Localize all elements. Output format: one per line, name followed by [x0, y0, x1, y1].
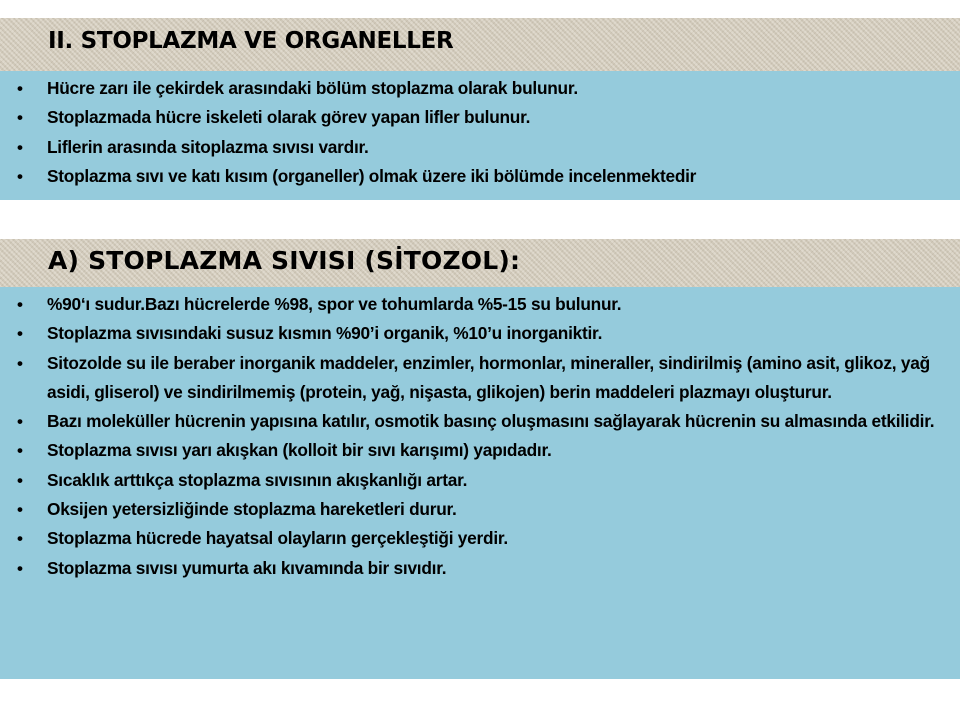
bullet-icon: • [17, 558, 23, 578]
section2-panel [0, 287, 960, 679]
list-item: • Stoplazma sıvısı yarı akışkan (kolloit bir sıvı karışımı) yapıdadır. [0, 436, 960, 465]
section2-title: A) STOPLAZMA SIVISI (SİTOZOL): [48, 246, 521, 275]
list-item: • Hücre zarı ile çekirdek arasındaki bölüm stoplazma olarak bulunur. [0, 74, 960, 103]
section1-title: II. STOPLAZMA VE ORGANELLER [48, 28, 454, 54]
bullet-icon: • [17, 470, 23, 490]
list-item: • Stoplazma hücrede hayatsal olayların gerçekleştiği yerdir. [0, 524, 960, 553]
list-item: • Stoplazma sıvı ve katı kısım (organeller) olmak üzere iki bölümde incelenmektedir [0, 162, 960, 191]
bullet-icon: • [17, 79, 23, 98]
bullet-icon: • [17, 353, 23, 373]
list-item: • Bazı moleküller hücrenin yapısına katılır, osmotik basınç oluşmasını sağlayarak hücrenin su almasında etkilidir. [0, 407, 960, 436]
bullet-icon: • [17, 500, 23, 520]
list-item: • %90‘ı sudur.Bazı hücrelerde %98, spor ve tohumlarda %5-15 su bulunur. [0, 290, 960, 319]
bullet-icon: • [17, 529, 23, 549]
bullet-icon: • [17, 295, 23, 314]
section1-bullet-list [0, 74, 960, 192]
list-item: • Sitozolde su ile beraber inorganik maddeler, enzimler, hormonlar, mineraller, sindirilmiş (amino asit, glikoz, yağ asidi, gliserol) ve sindirilmemiş (protein, yağ, nişasta, glikojen) berin maddeleri plazmayı oluşturur. [0, 349, 960, 408]
bullet-icon: • [17, 167, 23, 187]
section2-bullet-list [0, 290, 960, 583]
section1-panel [0, 71, 960, 200]
section2-header-band [0, 239, 960, 287]
bullet-icon: • [17, 324, 23, 344]
bullet-icon: • [17, 441, 23, 461]
list-item: • Liflerin arasında sitoplazma sıvısı vardır. [0, 133, 960, 162]
bullet-icon: • [17, 137, 23, 157]
list-item: • Oksijen yetersizliğinde stoplazma hareketleri durur. [0, 495, 960, 524]
list-item: • Stoplazma sıvısı yumurta akı kıvamında bir sıvıdır. [0, 554, 960, 583]
section1-header-band [0, 18, 960, 71]
list-item: • Stoplazmada hücre iskeleti olarak görev yapan lifler bulunur. [0, 103, 960, 132]
bullet-icon: • [17, 108, 23, 128]
list-item: • Stoplazma sıvısındaki susuz kısmın %90’i organik, %10’u inorganiktir. [0, 319, 960, 348]
list-item: • Sıcaklık arttıkça stoplazma sıvısının akışkanlığı artar. [0, 466, 960, 495]
bullet-icon: • [17, 412, 23, 432]
